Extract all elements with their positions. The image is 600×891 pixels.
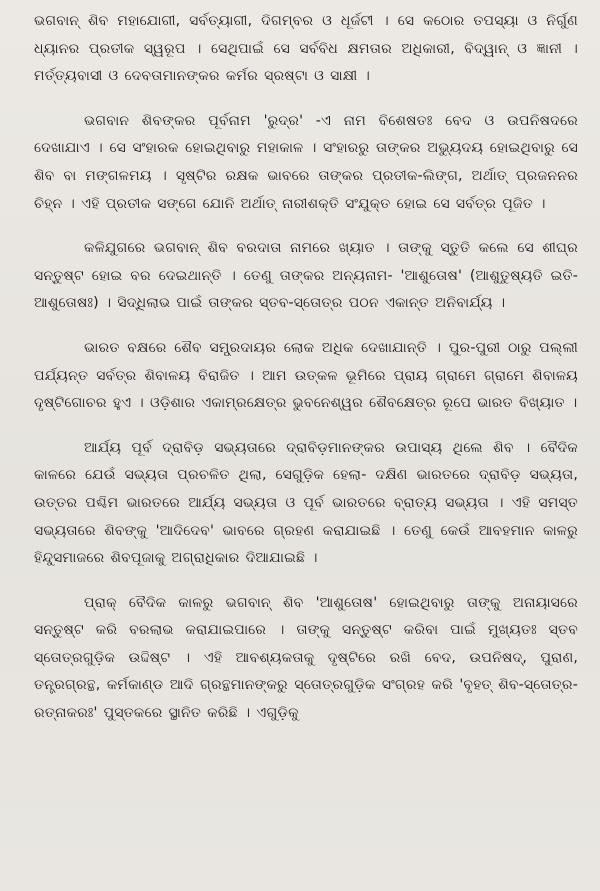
paragraph-5: ଆର୍ଯ୍ୟ ପୂର୍ବ ଦ୍ରାବିଡ଼ ସଭ୍ୟତାରେ ଦ୍ରାବିଡ଼ମାନଙ୍କର ଉପାସ୍ୟ ଥିଲେ ଶିବ । ବୈଦିକ କାଳରେ ଯେଉଁ ସଭ୍ୟତା ପ୍ରଚଳିତ ଥିଲା, ସେଗୁଡ଼ିକ ହେଲା- ଦକ୍ଷିଣ ଭାରତରେ ଦ୍ରାବିଡ଼ ସଭ୍ୟତା, ଉତ୍ତର ପଶ୍ଚିମ ଭାରତରେ ଆର୍ଯ୍ୟ ସଭ୍ୟତା ଓ ପୂର୍ବ ଭାରତରେ ବ୍ରାତ୍ୟ ସଭ୍ୟତା । ଏହି ସମସ୍ତ ସଭ୍ୟତାରେ ଶିବଙ୍କୁ 'ଆଦିଦେବ' ଭାବରେ ଗ୍ରହଣ କରାଯାଇଛି । ତେଣୁ କେଉଁ ଆବହମାନ କାଳରୁ ହିନ୍ଦୁସମାଜରେ ଶିବପୂଜାକୁ ଅଗ୍ରାଧିକାର ଦିଆଯାଇଛି ।: [34, 439, 578, 567]
paragraph-6: ପ୍ରାକ୍ ବୈଦିକ କାଳରୁ ଭଗବାନ୍ ଶିବ 'ଆଶୁତୋଷ' ହୋଇଥିବାରୁ ତାଙ୍କୁ ଅନାୟାସରେ ସନ୍ତୁଷ୍ଟ କରି ବରଲାଭ କରାଯାଇପାରେ । ତାଙ୍କୁ ସନ୍ତୁଷ୍ଟ କରିବା ପାଇଁ ମୁଖ୍ୟତଃ ସ୍ତବ ସ୍ତୋତ୍ରଗୁଡ଼ିକ ଉଦ୍ଦିଷ୍ଟ । ଏହି ଆବଶ୍ୟକତାକୁ ଦୃଷ୍ଟିରେ ରଖି ବେଦ, ଉପନିଷଦ୍, ପୁରାଣ, ତନ୍ତ୍ରଗ୍ରନ୍ଥ, କର୍ମକାଣ୍ଡ ଆଦି ଗ୍ରନ୍ଥମାନଙ୍କରୁ ସ୍ତୋତ୍ରଗୁଡ଼ିକ ସଂଗ୍ରହ କରି 'ବୃହତ୍ ଶିବ-ସ୍ତୋତ୍ର-ରତ୍ନାକରଃ' ପୁସ୍ତକରେ ସ୍ଥାନିତ କରିଛି । ଏଗୁଡ଼ିକୁ: [34, 594, 578, 722]
paragraph-3: କଳିଯୁଗରେ ଭଗବାନ୍ ଶିବ ବରଦାତା ନାମରେ ଖ୍ୟାତ । ତାଙ୍କୁ ସ୍ତୁତି କଲେ ସେ ଶୀଘ୍ର ସନ୍ତୁଷ୍ଟ ହୋଇ ବର ଦେଇଥାନ୍ତି । ତେଣୁ ତାଙ୍କର ଅନ୍ୟନାମ- 'ଆଶୁତୋଷ' (ଆଶୁତୁଷ୍ୟତି ଇତି- ଆଶୁତୋଷଃ) । ସିଦ୍ଧିଲାଭ ପାଇଁ ତାଙ୍କର ସ୍ତବ-ସ୍ତୋତ୍ର ପଠନ ଏକାନ୍ତ ଅନିବାର୍ଯ୍ୟ ।: [34, 240, 578, 312]
paragraph-4: ଭାରତ ବକ୍ଷରେ ଶୈବ ସମ୍ପ୍ରଦାୟର ଲୋକ ଅଧିକ ଦେଖାଯାନ୍ତି । ପୁର-ପୁରୀ ଠାରୁ ପଲ୍ଲୀ ପର୍ଯ୍ୟନ୍ତ ସର୍ବତ୍ର ଶିବାଳୟ ବିରାଜିତ । ଆମ ଉତ୍କଳ ଭୂମିରେ ପ୍ରାୟ ଗ୍ରାମେ ଗ୍ରାମେ ଶିବାଳୟ ଦୃଷ୍ଟିଗୋଚର ହୁଏ । ଓଡ଼ିଶାର ଏକାମ୍ରକ୍ଷେତ୍ର ଭୁବନେଶ୍ୱର ଶୈବକ୍ଷେତ୍ର ରୂପେ ଭାରତ ବିଖ୍ୟାତ ।: [34, 339, 578, 412]
paragraph-2: ଭଗବାନ ଶିବଙ୍କର ପୂର୍ବନାମ 'ରୁଦ୍ର' -ଏ ନାମ ବିଶେଷତଃ ବେଦ ଓ ଉପନିଷଦରେ ଦେଖାଯାଏ । ସେ ସଂହାରକ ହୋଇଥିବାରୁ ମହାକାଳ । ସଂହାରରୁ ତାଙ୍କର ଅଭ୍ୟୁଦୟ ହୋଇଥିବାରୁ ସେ ଶିବ ବା ମଙ୍ଗଳମୟ । ସୃଷ୍ଟିର ରକ୍ଷକ ଭାବରେ ତାଙ୍କର ପ୍ରତୀକ-ଲିଙ୍ଗ, ଅର୍ଥାତ୍ ପ୍ରଜନନର ଚିହ୍ନ । ଏହି ପ୍ରତୀକ ସଙ୍ଗେ ଯୋନି ଅର୍ଥାତ୍ ନାରୀଶକ୍ତି ସଂଯୁକ୍ତ ହୋଇ ସେ ସର୍ବତ୍ର ପୂଜିତ ।: [34, 112, 578, 212]
paragraph-1: ଭଗବାନ୍ ଶିବ ମହାଯୋଗୀ, ସର୍ବତ୍ୟାଗୀ, ଦିଗମ୍ବର ଓ ଧୂର୍ଜଟୀ । ସେ କଠୋର ତପସ୍ୟା ଓ ନିର୍ଗୁଣ ଧ୍ୟାନର ପ୍ରତୀକ ସ୍ୱରୂପ । ସେଥିପାଇଁ ସେ ସର୍ବବିଧ କ୍ଷମତାର ଅଧିକାରୀ, ବିଦ୍ୱାନ୍ ଓ ଜ୍ଞାନୀ । ମର୍ତ୍ତ୍ୟବାସୀ ଓ ଦେବତାମାନଙ୍କର କର୍ମର ସ୍ରଷ୍ଟା ଓ ସାକ୍ଷୀ ।: [34, 13, 578, 85]
